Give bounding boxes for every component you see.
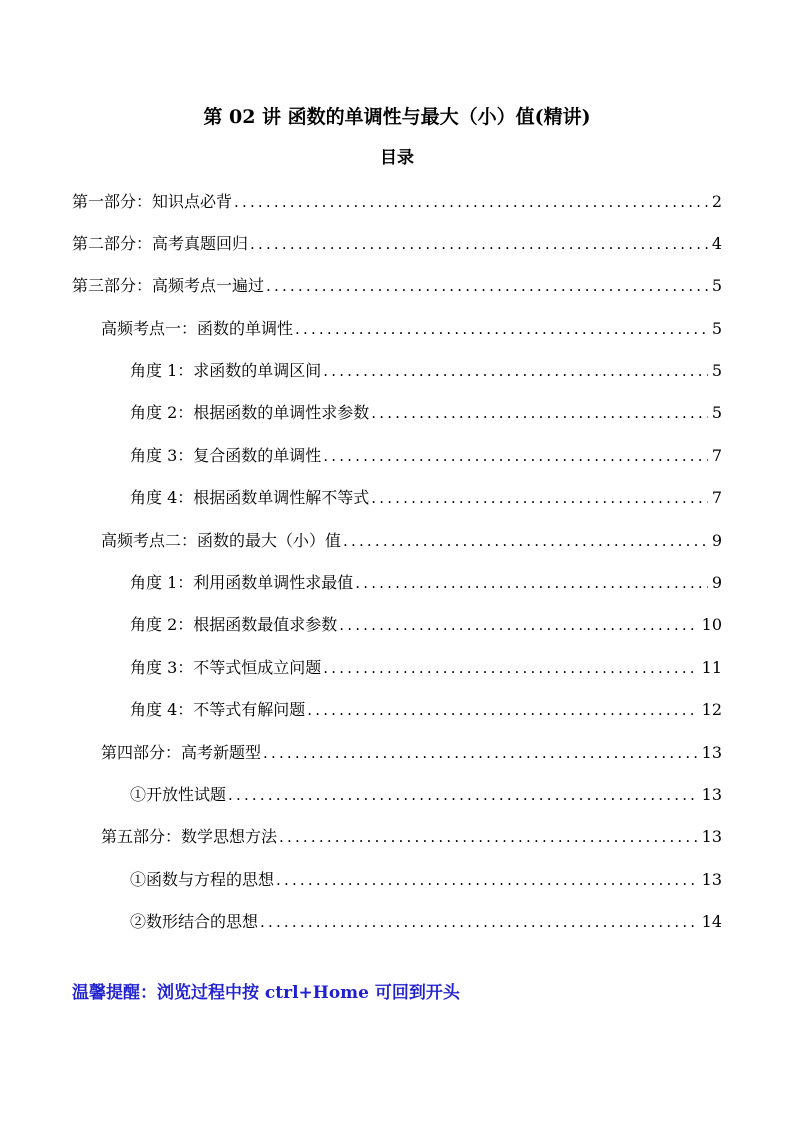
toc-page-number: 13 [701,870,722,889]
toc-entry-topic-2-angle-2[interactable] [130,613,722,637]
toc-dot-leader [343,529,708,553]
page-title: 第 02 讲 函数的单调性与最大（小）值(精讲) [203,106,591,128]
toc-entry-label: 第三部分：高频考点一遍过 [72,276,265,295]
toc-entry-topic-1[interactable] [101,317,722,341]
toc-entry-label: ①开放性试题 [130,785,227,804]
toc-entry-topic-1-angle-3[interactable] [130,444,722,468]
toc-entry-label: 高频考点二：函数的最大（小）值 [101,531,342,550]
toc-entry-label: ②数形结合的思想 [130,912,259,931]
toc-page-number: 13 [701,743,722,762]
toc-entry-part-1[interactable] [72,190,722,214]
toc-dot-leader [323,359,708,383]
toc-entry-label: ①函数与方程的思想 [130,870,275,889]
toc-page-number: 9 [711,531,722,550]
toc-dot-leader [371,401,708,425]
toc-entry-label: 第四部分：高考新题型 [101,743,262,762]
toc-page-number: 13 [701,827,722,846]
toc-dot-leader [307,698,697,722]
toc-page-number: 14 [701,912,722,931]
toc-entry-label: 角度 3：复合函数的单调性 [130,446,322,465]
toc-entry-label: 第一部分：知识点必背 [72,192,233,211]
toc-entry-label: 角度 2：根据函数最值求参数 [130,615,338,634]
toc-page-number: 10 [701,615,722,634]
toc-entry-part-3[interactable] [72,274,722,298]
toc-dot-leader [263,741,698,765]
toc-entry-label: 角度 2：根据函数的单调性求参数 [130,403,370,422]
toc-entry-topic-2-angle-4[interactable] [130,698,722,722]
toc-heading: 目录 [380,148,414,168]
toc-entry-topic-2[interactable] [101,529,722,553]
toc-entry-label: 第二部分：高考真题回归 [72,234,249,253]
toc-dot-leader [250,232,708,256]
toc-entry-label: 角度 4：根据函数单调性解不等式 [130,488,370,507]
toc-entry-topic-2-angle-3[interactable] [130,656,722,680]
toc-dot-leader [266,274,708,298]
reminder-note: 温馨提醒：浏览过程中按 ctrl+Home 可回到开头 [72,983,460,1003]
toc-page-number: 7 [711,446,722,465]
toc-page-number: 2 [711,192,722,211]
toc-dot-leader [228,783,698,807]
toc-entry-part-2[interactable] [72,232,722,256]
toc-dot-leader [234,190,708,214]
toc-entry-label: 角度 4：不等式有解问题 [130,700,306,719]
toc-dot-leader [339,613,697,637]
toc-entry-topic-2-angle-1[interactable] [130,571,722,595]
toc-dot-leader [276,868,698,892]
toc-page-number: 12 [701,700,722,719]
toc-dot-leader [279,825,698,849]
toc-entry-topic-1-angle-4[interactable] [130,486,722,510]
toc-entry-part-5-item-2[interactable] [130,910,722,934]
toc-entry-label: 角度 1：利用函数单调性求最值 [130,573,354,592]
toc-entry-part-4[interactable] [101,741,722,765]
toc-entry-label: 高频考点一：函数的单调性 [101,319,294,338]
toc-page-number: 5 [711,361,722,380]
toc-page-number: 13 [701,785,722,804]
toc-page-number: 5 [711,319,722,338]
toc-entry-topic-1-angle-2[interactable] [130,401,722,425]
toc-dot-leader [323,656,697,680]
toc-entry-label: 第五部分：数学思想方法 [101,827,278,846]
toc-page-number: 7 [711,488,722,507]
toc-page-number: 4 [711,234,722,253]
toc-entry-part-5[interactable] [101,825,722,849]
toc-page-number: 5 [711,276,722,295]
toc-page-number: 5 [711,403,722,422]
toc-entry-part-4-item-1[interactable] [130,783,722,807]
toc-dot-leader [260,910,698,934]
toc-dot-leader [323,444,708,468]
toc-entry-label: 角度 3：不等式恒成立问题 [130,658,322,677]
toc-dot-leader [371,486,708,510]
toc-dot-leader [295,317,708,341]
toc-page-number: 11 [701,658,722,677]
toc-entry-topic-1-angle-1[interactable] [130,359,722,383]
toc-entry-label: 角度 1：求函数的单调区间 [130,361,322,380]
toc-dot-leader [355,571,708,595]
toc-page-number: 9 [711,573,722,592]
toc-entry-part-5-item-1[interactable] [130,868,722,892]
